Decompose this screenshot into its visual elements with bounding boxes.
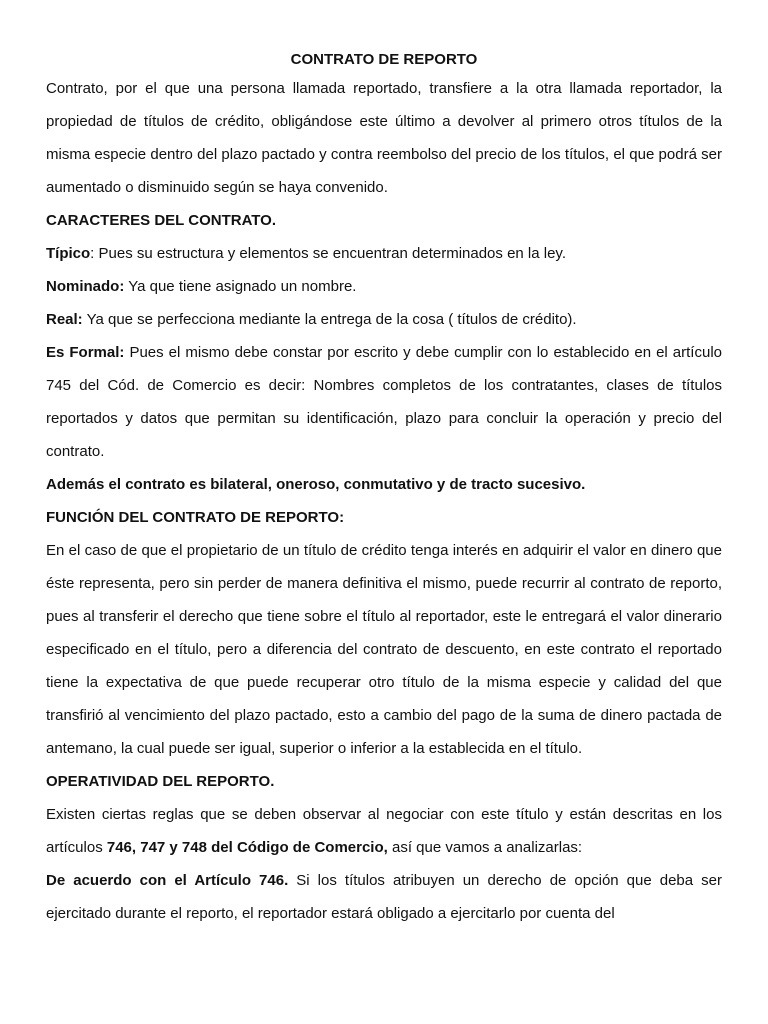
art746-paragraph bbox=[46, 864, 722, 930]
formal-paragraph bbox=[46, 336, 722, 468]
operatividad-pre: Existen ciertas reglas que se deben observar al negociar con este título y están descritas en los artículos bbox=[46, 806, 722, 856]
intro-paragraph: Contrato, por el que una persona llamada reportado, transfiere a la otra llamada reportador, la propiedad de títulos de crédito, obligándose este último a devolver al primero otros títulos de la misma especie dentro del plazo pactado y contra reembolso del precio de los títulos, el que podrá ser aumentado o disminuido según se haya convenido. bbox=[46, 80, 722, 196]
funcion-paragraph: En el caso de que el propietario de un título de crédito tenga interés en adquirir el valor en dinero que éste representa, pero sin perder de manera definitiva el mismo, puede recurrir al contrato de reporto, pues al transferir el derecho que tiene sobre el título al reportador, este le entregará el valor dinerario especificado en el título, pero a diferencia del contrato de descuento, en este contrato el reportado tiene la expectativa de que puede recuperar otro título de la misma especie y calidad del que transfirió al vencimiento del plazo pactado, esto a cambio del pago de la suma de dinero pactada de antemano, la cual puede ser igual, superior o inferior a la establecida en el título. bbox=[46, 542, 722, 757]
operatividad-paragraph bbox=[46, 798, 722, 864]
art746-text: Si los títulos atribuyen un derecho de opción que deba ser ejercitado durante el reporto, el reportador estará obligado a ejercitarlo por cuenta del bbox=[46, 872, 722, 922]
formal-label: Es Formal: bbox=[46, 344, 125, 361]
funcion-heading: FUNCIÓN DEL CONTRATO DE REPORTO: bbox=[46, 509, 345, 526]
operatividad-articles: 746, 747 y 748 del Código de Comercio, bbox=[106, 839, 388, 856]
caracteres-heading: CARACTERES DEL CONTRATO. bbox=[46, 212, 277, 229]
tipico-label: Típico bbox=[46, 245, 91, 262]
document-title: CONTRATO DE REPORTO bbox=[290, 51, 478, 68]
formal-text: Pues el mismo debe constar por escrito y debe cumplir con lo establecido en el artículo 745 del Cód. de Comercio es decir: Nombres completos de los contratantes, clases de títulos reportados y datos que permitan su identificación, plazo para concluir la operación y precio del contrato. bbox=[46, 344, 722, 460]
tipico-paragraph bbox=[46, 237, 722, 270]
real-paragraph bbox=[46, 303, 722, 336]
nominado-label: Nominado: bbox=[46, 278, 125, 295]
art746-label: De acuerdo con el Artículo 746. bbox=[46, 872, 289, 889]
nominado-paragraph bbox=[46, 270, 722, 303]
operatividad-post: así que vamos a analizarlas: bbox=[387, 839, 583, 856]
operatividad-heading: OPERATIVIDAD DEL REPORTO. bbox=[46, 773, 275, 790]
nominado-text: Ya que tiene asignado un nombre. bbox=[124, 278, 357, 295]
ademas-paragraph: Además el contrato es bilateral, oneroso, conmutativo y de tracto sucesivo. bbox=[46, 476, 586, 493]
tipico-text: : Pues su estructura y elementos se encuentran determinados en la ley. bbox=[90, 245, 566, 262]
real-label: Real: bbox=[46, 311, 83, 328]
real-text: Ya que se perfecciona mediante la entrega de la cosa ( títulos de crédito). bbox=[82, 311, 577, 328]
